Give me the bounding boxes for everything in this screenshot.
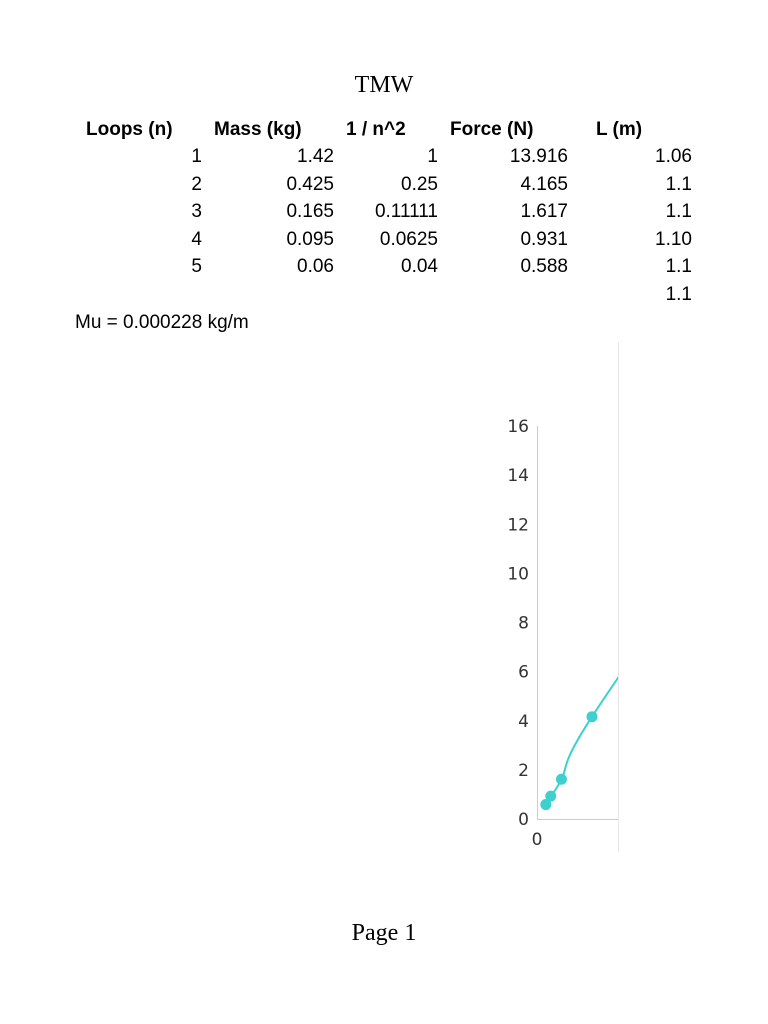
- cell-mass: 0.165: [286, 201, 334, 223]
- data-point: [545, 791, 556, 802]
- cell-inv-n-squared: 0.11111: [374, 201, 438, 223]
- cell-loops: 5: [191, 256, 202, 278]
- x-tick-label: 0: [531, 830, 543, 850]
- cell-length: 1.1: [665, 256, 692, 278]
- y-tick-label: 0: [518, 810, 529, 830]
- data-point: [587, 711, 598, 722]
- series-line: [546, 477, 757, 804]
- cell-mass: 0.095: [286, 228, 334, 250]
- mu-result-text: Mu = 0.000228 kg/m: [75, 312, 249, 333]
- cell-loops: 1: [191, 146, 202, 168]
- cell-length: 1.1: [665, 173, 692, 195]
- y-tick-label: 10: [507, 564, 529, 585]
- series-points: [540, 472, 762, 810]
- header-loops: Loops (n): [86, 118, 173, 140]
- cell-force: 1.617: [520, 201, 568, 223]
- x-tick-labels: [532, 830, 543, 850]
- cell-length: 1.1: [665, 201, 692, 223]
- header-mass: Mass (kg): [214, 118, 302, 140]
- cell-loops: 4: [191, 228, 202, 250]
- cell-inv-n-squared: 0.25: [401, 173, 438, 195]
- cell-force: 0.931: [520, 228, 568, 250]
- y-tick-label: 6: [518, 662, 529, 683]
- cell-length: 1.06: [655, 146, 692, 168]
- cell-force: 0.588: [520, 256, 568, 278]
- cell-loops: 2: [191, 173, 202, 195]
- data-point: [752, 472, 763, 483]
- header-force: Force (N): [450, 118, 534, 140]
- cell-loops: 3: [191, 201, 202, 223]
- cell-mass: 0.425: [286, 173, 334, 195]
- cell-length: 1.1: [665, 283, 692, 305]
- cell-inv-n-squared: 1: [427, 146, 438, 168]
- sheet-title: TMW: [354, 72, 414, 98]
- cell-inv-n-squared: 0.04: [401, 256, 438, 278]
- data-point: [556, 774, 567, 785]
- y-tick-label: 8: [518, 613, 529, 634]
- y-tick-label: 2: [518, 760, 529, 781]
- cell-mass: 1.42: [297, 146, 334, 168]
- y-tick-label: 4: [518, 711, 529, 732]
- y-tick-label: 12: [507, 515, 529, 536]
- cell-inv-n-squared: 0.0625: [379, 228, 438, 250]
- y-tick-labels: [507, 417, 529, 830]
- cell-force: 4.165: [520, 173, 568, 195]
- cell-mass: 0.06: [297, 256, 334, 278]
- y-tick-label: 16: [507, 417, 529, 437]
- page-footer: Page 1: [351, 920, 417, 946]
- header-length: L (m): [596, 118, 643, 140]
- y-tick-label: 14: [507, 466, 529, 487]
- header-inv-n-squared: 1 / n^2: [346, 118, 406, 140]
- cell-length: 1.10: [655, 228, 692, 250]
- cell-force: 13.916: [509, 146, 568, 168]
